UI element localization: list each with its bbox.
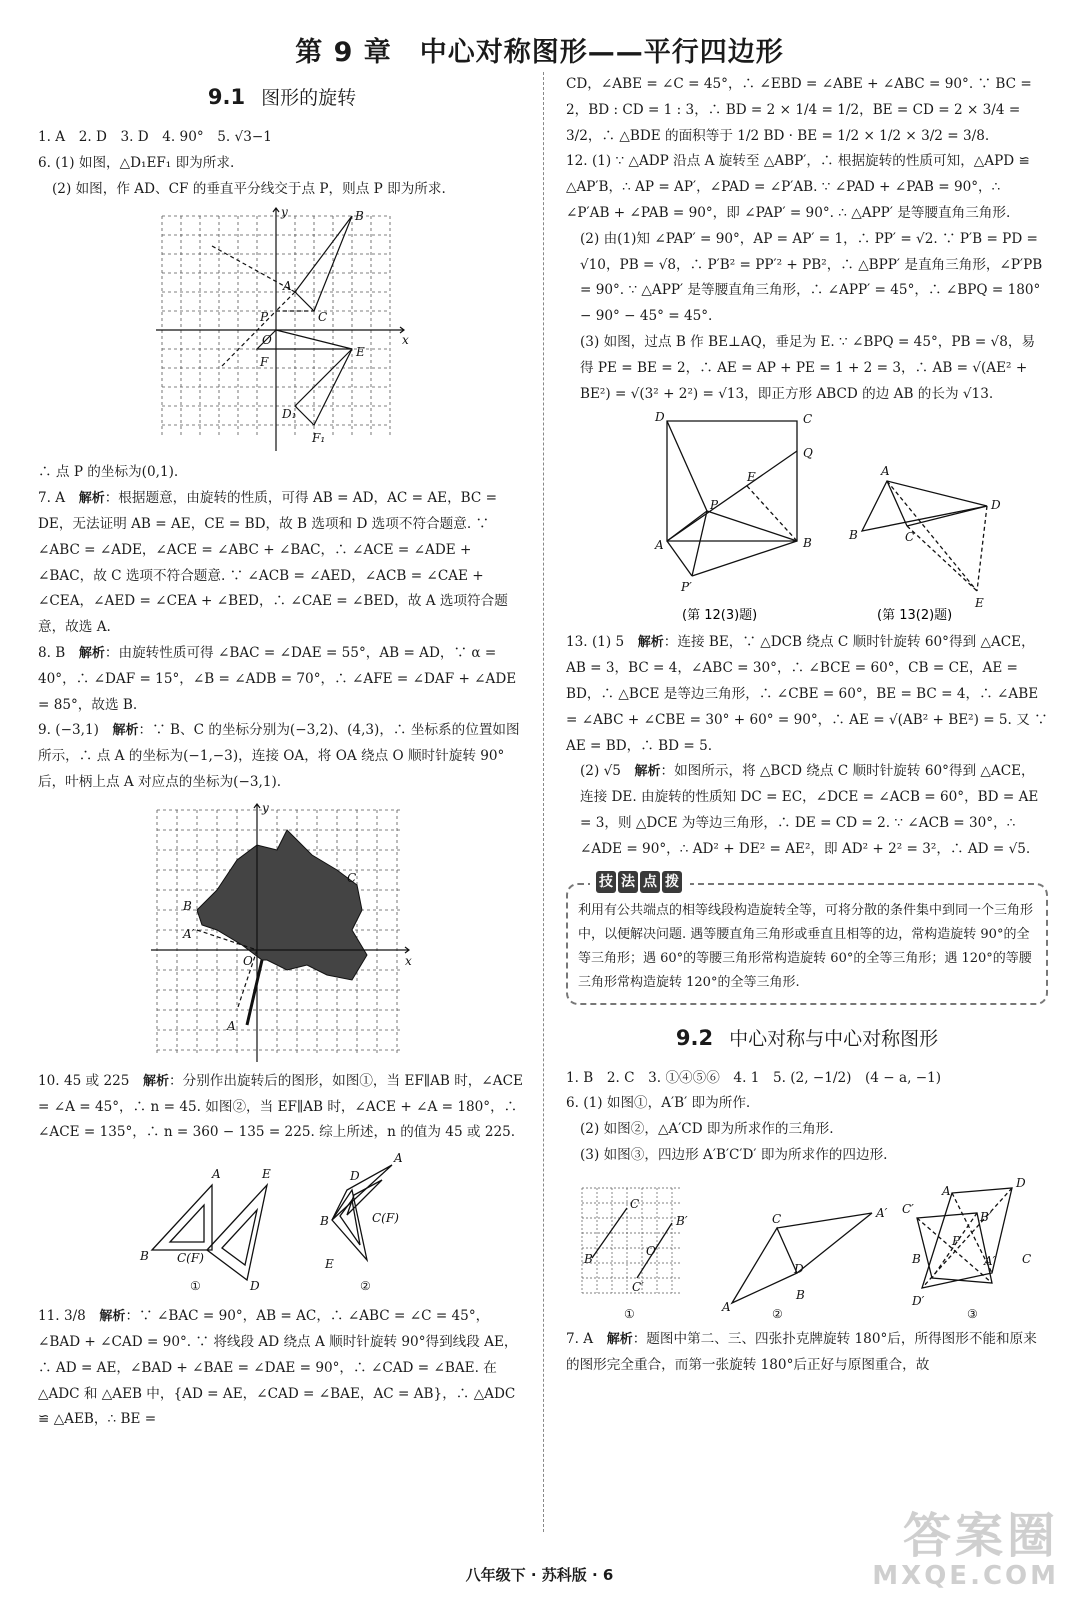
technique-tip-label: 技 法 点 拨: [590, 871, 690, 895]
page-footer: 八年级下 · 苏科版 · 6: [465, 1566, 614, 1584]
svg-text:B: B: [355, 209, 364, 224]
svg-text:D: D: [794, 1261, 804, 1276]
svg-text:D: D: [991, 498, 1001, 513]
technique-tip-text: 利用有公共端点的相等线段构造旋转全等，可将分散的条件集中到同一个三角形中，以便解决问题. 遇等腰直角三角形或垂直且相等的边，常构造旋转 90°的全等三角形；遇 60°的等腰三角形常构造旋转 60°的全等三角形；遇 120°的等腰三角形常构造旋转 120°的全等三角形.: [578, 902, 1034, 990]
svg-text:C(F): C(F): [372, 1211, 399, 1226]
svg-text:C: C: [772, 1211, 782, 1226]
s2-q6-figures: [572, 1173, 1042, 1323]
svg-text:O: O: [646, 1243, 656, 1258]
svg-text:C: C: [630, 1196, 640, 1211]
svg-text:C: C: [347, 870, 357, 885]
q6-grid-figure: [152, 206, 412, 456]
svg-text:②: ②: [772, 1306, 783, 1321]
svg-text:A: A: [227, 1018, 236, 1033]
svg-text:E: E: [747, 470, 756, 485]
q10: 10. 45 或 225 解析：分别作出旋转后的图形，如图①，当 EF∥AB 时，∠ACE = ∠A = 45°，∴ n = 45. 如图②，当 EF∥AB 时，∠ACE + ∠A = 180°，∴ ∠ACE = 135°，∴ n = 360 − 135 = 225. 综上所述，n 的值为 45 或 225.: [38, 1072, 523, 1141]
svg-text:C: C: [905, 530, 915, 545]
svg-text:F: F: [260, 355, 269, 370]
q7: 7. A 解析：根据题意，由旋转的性质，可得 AB = AD，AC = AE，BC = DE，无法证明 AB = AE，CE = BD，故 B 选项和 D 选项不符合题意. ∵ ∠ABC = ∠ADE，∠ACE = ∠ABC + ∠BAC，∴ ∠ACE = ∠ADE + ∠BAC，故 C 选项不符合题意. ∵ ∠ACB = ∠AED，∠ACB = ∠CAE + ∠CEA，∠AED = ∠CEA + ∠BED，∴ ∠CAE = ∠BED，故 A 选项符合题意，故选 A.: [38, 490, 508, 636]
svg-text:P: P: [710, 498, 719, 513]
svg-text:B: B: [849, 528, 858, 543]
svg-text:A: A: [212, 1167, 221, 1182]
svg-text:E: E: [262, 1167, 271, 1182]
q11-end: CD，∠ABE = ∠C = 45°，∴ ∠EBD = ∠ABE + ∠ABC = 90°. ∵ BC = 2，BD : CD = 1 : 3，∴ BD = 2 × 1/4 = 1/2，BE = CD = 2 × 3/4 = 3/2，∴ △BDE 的面积等于 1/2 BD · BE = 1/2 × 1/2 × 3/2 = 3/8.: [566, 76, 1032, 144]
chapter-title: 第 9 章 中心对称图形——平行四边形: [295, 37, 784, 68]
column-divider: [543, 72, 544, 1532]
svg-text:B: B: [803, 536, 812, 551]
q8: 8. B 解析：由旋转性质可得 ∠BAC = ∠DAE = 55°，AB = AD，∵ α = 40°，∴ ∠DAF = 15°，∠B = ∠ADB = 70°，∴ ∠AFE = ∠DAF + ∠ADE = 85°，故选 B.: [38, 644, 517, 713]
q6-conclusion: ∴ 点 P 的坐标为(0,1).: [38, 464, 179, 481]
svg-text:①: ①: [190, 1279, 201, 1294]
svg-text:B: B: [183, 898, 192, 913]
svg-text:D: D: [350, 1169, 360, 1184]
section-9-2-heading: 9.2 中心对称与中心对称图形: [675, 1025, 939, 1050]
s2-q6-part3: (3) 如图③，四边形 A′B′C′D′ 即为所求作的四边形.: [580, 1146, 888, 1163]
svg-text:x: x: [402, 333, 409, 348]
q12-q13-figures: [597, 411, 1017, 626]
svg-text:A: A: [942, 1183, 951, 1198]
right-column: [566, 72, 1048, 1378]
svg-text:C′: C′: [902, 1201, 914, 1216]
q9: 9. (−3,1) 解析：∵ B、C 的坐标分别为(−3,2)、(4,3)，∴ 坐标系的位置如图所示，∴ 点 A 的坐标为(−1,−3)，连接 OA，将 OA 绕点 O 顺时针旋转 90°后，叶柄上点 A 对应点的坐标为(−3,1).: [38, 722, 520, 790]
svg-text:③: ③: [967, 1306, 978, 1321]
q13-part1: 13. (1) 5 解析：连接 BE，∵ △DCB 绕点 C 顺时针旋转 60°得到 △ACE，AB = 3，BC = 4，∠ABC = 30°，∴ ∠BCE = 60°，CB = CE，AE = BD，∴ △BCE 是等边三角形，∴ ∠CBE = 60°，BE = BC = 4，∴ ∠ABE = ∠ABC + ∠CBE = 30° + 60° = 90°，∴ AE = √(AB² + BE²) = 5. 又 ∵ AE = BD，∴ BD = 5.: [566, 634, 1048, 754]
svg-text:P: P: [260, 310, 269, 325]
svg-text:B: B: [912, 1251, 921, 1266]
svg-text:A: A: [655, 538, 664, 553]
svg-text:F₁: F₁: [312, 431, 326, 446]
svg-text:A′: A′: [183, 926, 195, 941]
s2-q6-part2: (2) 如图②，△A′CD 即为所求作的三角形.: [580, 1121, 834, 1138]
q13-part2: (2) √5 解析：如图所示，将 △BCD 绕点 C 顺时针旋转 60°得到 △ACE，连接 DE. 由旋转的性质知 DC = EC，∠DCE = ∠ACB = 60°，BD = AE = 3，则 △DCE 为等边三角形，∴ DE = CD = 2. ∵ ∠ACB = 30°，∴ ∠ADE = 90°，∴ AD² + DE² = AE²，即 AD² + 2² = 3²，∴ AD = √5.: [580, 763, 1039, 857]
svg-text:B′: B′: [980, 1209, 992, 1224]
svg-text:①: ①: [624, 1306, 635, 1321]
svg-text:(第 12(3)题): (第 12(3)题): [682, 608, 758, 624]
technique-tip-box: [566, 873, 1048, 1005]
q11-continued: △ADC 和 △AEB 中，{AD = AE，∠CAD = ∠BAE，AC = AB}，∴ △ADC ≌ △AEB，∴ BE =: [38, 1385, 516, 1428]
svg-text:D: D: [1016, 1175, 1026, 1190]
svg-text:B: B: [584, 1251, 593, 1266]
svg-text:B′: B′: [676, 1213, 688, 1228]
svg-text:x: x: [405, 953, 412, 968]
svg-text:O: O: [243, 953, 253, 968]
s2-q6-part1: 6. (1) 如图①，A′B′ 即为所作.: [566, 1095, 751, 1112]
svg-text:y: y: [262, 800, 269, 815]
svg-text:②: ②: [360, 1279, 371, 1294]
svg-text:B: B: [796, 1287, 805, 1302]
svg-text:E: E: [325, 1257, 334, 1272]
svg-text:A′: A′: [876, 1205, 888, 1220]
svg-text:E: E: [975, 596, 984, 611]
svg-text:A′: A′: [984, 1253, 996, 1268]
section-9-1-heading: 9.1 图形的旋转: [207, 85, 357, 109]
svg-text:(第 13(2)题): (第 13(2)题): [877, 608, 953, 624]
svg-text:A: A: [722, 1299, 731, 1314]
svg-text:C(F): C(F): [177, 1251, 204, 1266]
watermark-logo: 答案圈 MXQE.COM: [872, 1508, 1059, 1591]
q9-leaf-figure: [147, 800, 417, 1065]
svg-text:P′: P′: [681, 580, 692, 595]
svg-text:O: O: [262, 333, 272, 348]
q6-part1: 6. (1) 如图，△D₁EF₁ 即为所求.: [38, 154, 235, 171]
svg-text:y: y: [281, 206, 288, 220]
s2-q7: 7. A 解析：题图中第二、三、四张扑克牌旋转 180°后，所得图形不能和原来的图形完全重合，而第一张旋转 180°后正好与原图重合，故: [566, 1330, 1037, 1373]
svg-text:B: B: [140, 1249, 149, 1264]
q12-part3: (3) 如图，过点 B 作 BE⊥AQ，垂足为 E. ∵ ∠BPQ = 45°，PB = √8，易得 PE = BE = 2，∴ AE = AP + PE = 1 + 2 = 3，∴ AB = √(AE² + BE²) = √(3² + 2²) = √13，即正方形 ABCD 的边 AB 的长为 √13.: [580, 333, 1036, 402]
svg-text:D₁: D₁: [282, 407, 297, 422]
q10-triangles-figure: [132, 1150, 432, 1300]
q12-part2: (2) 由(1)知 ∠PAP′ = 90°，AP = AP′ = 1，∴ PP′ = √2. ∵ P′B = PD = √10，PB = √8，∴ P′B² = PP′² + PB²，∴ △BPP′ 是直角三角形，∠P′PB = 90°. ∵ △APP′ 是等腰直角三角形，∴ ∠APP′ = 45°，∴ ∠BPQ = 180° − 90° − 45° = 45°.: [580, 230, 1043, 325]
svg-text:C: C: [1022, 1251, 1032, 1266]
svg-text:A: A: [394, 1151, 403, 1166]
svg-text:B: B: [320, 1214, 329, 1229]
q6-part2: (2) 如图，作 AD、CF 的垂直平分线交于点 P，则点 P 即为所求.: [52, 180, 446, 197]
svg-text:D: D: [250, 1279, 260, 1294]
svg-text:Q: Q: [803, 446, 813, 461]
svg-text:C: C: [318, 310, 328, 325]
q11: 11. 3/8 解析：∵ ∠BAC = 90°，AB = AC，∴ ∠ABC = ∠C = 45°，∠BAD + ∠CAD = 90°. ∵ 将线段 AD 绕点 A 顺时针旋转 90°得到线段 AE，∴ AD = AE，∠BAD + ∠BAE = ∠DAE = 90°，∴ ∠CAD = ∠BAE. 在: [38, 1308, 518, 1376]
svg-text:D: D: [655, 411, 665, 425]
svg-text:P: P: [952, 1233, 961, 1248]
s2-answers-1-5: 1. B 2. C 3. ①④⑤⑥ 4. 1 5. (2, −1/2) (4 − a, −1): [566, 1069, 942, 1086]
svg-text:C′: C′: [632, 1279, 644, 1294]
q12-part1: 12. (1) ∵ △ADP 沿点 A 旋转至 △ABP′，∴ 根据旋转的性质可知，△APD ≌ △AP′B，∴ AP = AP′，∠PAD = ∠P′AB. ∵ ∠PAD + ∠PAB = 90°，∴ ∠P′AB + ∠PAB = 90°，即 ∠PAP′ = 90°. ∴ △APP′ 是等腰直角三角形.: [566, 153, 1030, 221]
svg-text:A: A: [881, 464, 890, 479]
svg-text:E: E: [356, 345, 365, 360]
svg-text:A: A: [283, 279, 292, 294]
svg-text:C: C: [803, 412, 813, 427]
svg-text:D′: D′: [912, 1293, 925, 1308]
answers-1-5: 1. A 2. D 3. D 4. 90° 5. √3−1: [38, 129, 272, 145]
left-column: [38, 72, 526, 1433]
